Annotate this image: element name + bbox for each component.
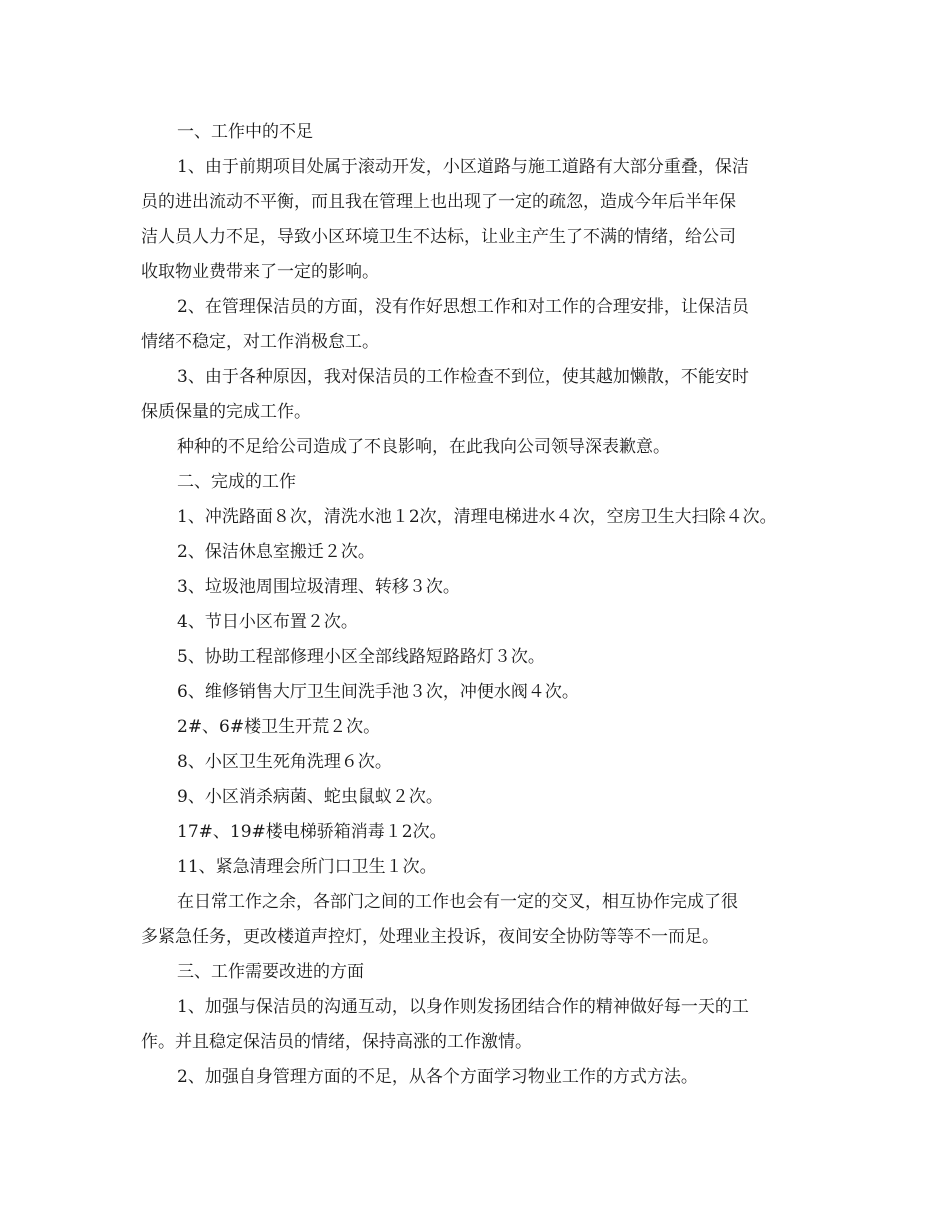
text-line: 2、保洁休息室搬迁２次。 [177,542,375,562]
paragraph [141,150,813,290]
text-line: 8、小区卫生死角洗理６次。 [177,752,392,772]
text-line: 洁人员人力不足，导致小区环境卫生不达标，让业主产生了不满的情绪，给公司 [141,227,736,247]
text-line: 6、维修销售大厅卫生间洗手池３次，冲便水阀４次。 [177,682,579,702]
paragraph [141,710,813,745]
paragraph [141,360,813,430]
document-body [141,115,813,1095]
paragraph [141,465,813,500]
text-line: 1、由于前期项目处属于滚动开发，小区道路与施工道路有大部分重叠，保洁 [177,157,749,177]
paragraph [141,850,813,885]
text-line: 情绪不稳定，对工作消极怠工。 [141,332,379,352]
text-line: 二、完成的工作 [177,472,296,492]
text-line: 17#、19#楼电梯骄箱消毒１2次。 [177,822,447,842]
text-line: 多紧急任务，更改楼道声控灯，处理业主投诉，夜间安全协防等等不一而足。 [141,927,719,947]
text-line: 一、工作中的不足 [177,122,313,142]
text-line: 11、紧急清理会所门口卫生１次。 [177,857,437,877]
text-line: 2#、6#楼卫生开荒２次。 [177,717,381,737]
paragraph [141,745,813,780]
text-line: 收取物业费带来了一定的影响。 [141,262,379,282]
text-line: 在日常工作之余，各部门之间的工作也会有一定的交叉，相互协作完成了很 [177,892,738,912]
text-line: 作。并且稳定保洁员的情绪，保持高涨的工作激情。 [141,1032,532,1052]
text-line: 员的进出流动不平衡，而且我在管理上也出现了一定的疏忽，造成今年后半年保 [141,192,736,212]
paragraph [141,885,813,955]
paragraph [141,290,813,360]
text-line: 2、加强自身管理方面的不足，从各个方面学习物业工作的方式方法。 [177,1067,698,1087]
text-line: 1、冲洗路面８次，清洗水池１2次，清理电梯进水４次，空房卫生大扫除４次。 [177,507,777,527]
text-line: 1、加强与保洁员的沟通互动，以身作则发扬团结合作的精神做好每一天的工 [177,997,749,1017]
paragraph [141,675,813,710]
text-line: 3、垃圾池周围垃圾清理、转移３次。 [177,577,460,597]
text-line: 5、协助工程部修理小区全部线路短路路灯３次。 [177,647,545,667]
paragraph [141,430,813,465]
paragraph [141,605,813,640]
paragraph [141,955,813,990]
paragraph [141,500,813,535]
paragraph [141,115,813,150]
paragraph [141,640,813,675]
text-line: 3、由于各种原因，我对保洁员的工作检查不到位，使其越加懒散，不能安时 [177,367,749,387]
text-line: 种种的不足给公司造成了不良影响，在此我向公司领导深表歉意。 [177,437,670,457]
paragraph [141,570,813,605]
text-line: 三、工作需要改进的方面 [177,962,364,982]
text-line: 保质保量的完成工作。 [141,402,311,422]
text-line: 2、在管理保洁员的方面，没有作好思想工作和对工作的合理安排，让保洁员 [177,297,749,317]
paragraph [141,780,813,815]
paragraph [141,1060,813,1095]
text-line: 9、小区消杀病菌、蛇虫鼠蚁２次。 [177,787,443,807]
text-line: 4、节日小区布置２次。 [177,612,358,632]
paragraph [141,535,813,570]
paragraph [141,815,813,850]
paragraph [141,990,813,1060]
